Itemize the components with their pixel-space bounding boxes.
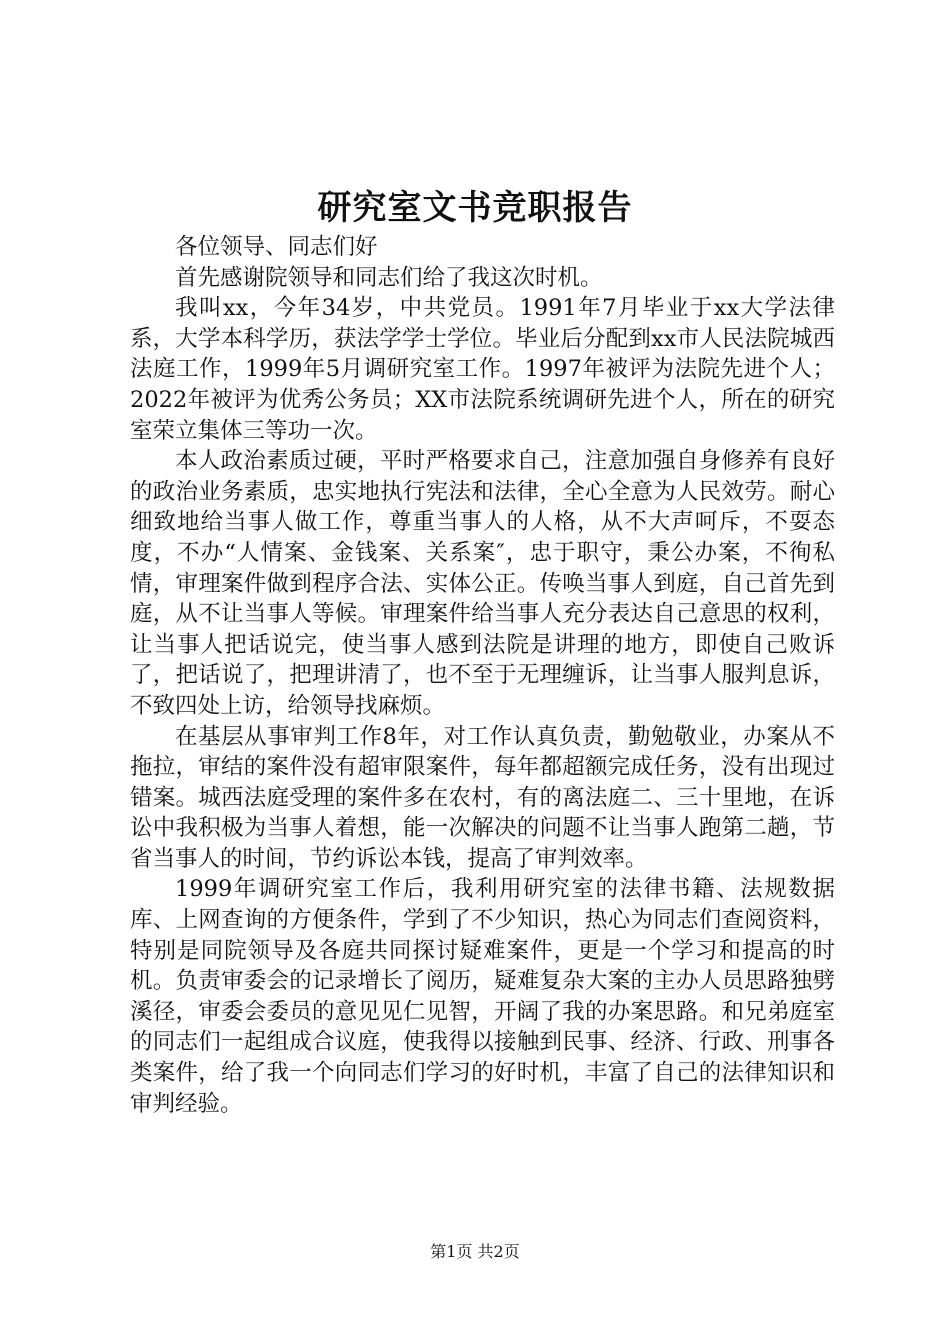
research-office-paragraph: 1999年调研究室工作后，我利用研究室的法律书籍、法规数据库、上网查询的方便条件，学到了不少知识，热心为同志们查阅资料，特别是同院领导及各庭共同探讨疑难案件，更是一个学习和提高的时机。负责审委会的记录增长了阅历，疑难复杂大案的主办人员思路独劈溪径，审委会委员的意见见仁见智，开阔了我的办案思路。和兄弟庭室的同志们一起组成合议庭，使我得以接触到民事、经济、行政、刑事各类案件，给了我一个向同志们学习的好时机，丰富了自己的法律知识和审判经验。 — [130, 876, 835, 1117]
document-body — [130, 232, 835, 1119]
background-paragraph: 我叫xx，今年34岁，中共党员。1991年7月毕业于xx大学法律系，大学本科学历，获法学学士学位。毕业后分配到xx市人民法院城西法庭工作，1999年5月调研究室工作。1997年被评为法院先进个人；2022年被评为优秀公务员；XX市法院系统调研先进个人，所在的研究室荣立集体三等功一次。 — [130, 295, 835, 444]
political-quality-paragraph: 本人政治素质过硬，平时严格要求自己，注意加强自身修养有良好的政治业务素质，忠实地执行宪法和法律，全心全意为人民效劳。耐心细致地给当事人做工作，尊重当事人的人格，从不大声呵斥，不耍态度，不办“人情案、金钱案、关系案″，忠于职守，秉公办案，不徇私情，审理案件做到程序合法、实体公正。传唤当事人到庭，自己首先到庭，从不让当事人等候。审理案件给当事人充分表达自己意思的权利，让当事人把话说完，使当事人感到法院是讲理的地方，即使自己败诉了，把话说了，把理讲清了，也不至于无理缠诉，让当事人服判息诉，不致四处上访，给领导找麻烦。 — [130, 448, 835, 719]
page-title: 研究室文书竞职报告 — [317, 188, 633, 228]
greeting-paragraph: 各位领导、同志们好 — [175, 234, 378, 260]
page-number-footer: 第1页 共2页 — [430, 1242, 520, 1261]
thanks-paragraph: 首先感谢院领导和同志们给了我这次时机。 — [175, 264, 603, 291]
trial-work-paragraph: 在基层从事审判工作8年，对工作认真负责，勤勉敬业，办案从不拖拉，审结的案件没有超审限案件，每年都超额完成任务，没有出现过错案。城西法庭受理的案件多在农村，有的离法庭二、三十里地，在诉讼中我积极为当事人着想，能一次解决的问题不让当事人跑第二趟，节省当事人的时间，节约诉讼本钱，提高了审判效率。 — [130, 723, 835, 872]
